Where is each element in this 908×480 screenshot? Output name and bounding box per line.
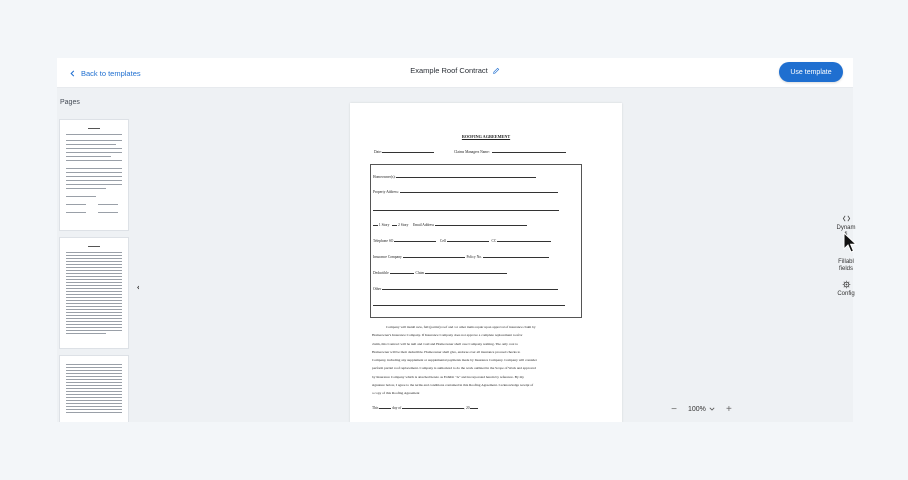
cc-label: CC	[491, 239, 497, 243]
claim-field[interactable]	[425, 270, 507, 274]
other-row	[373, 286, 558, 291]
document-canvas	[139, 88, 845, 422]
use-template-button[interactable]: Use template	[779, 62, 843, 82]
month-field[interactable]	[402, 405, 464, 409]
pencil-icon[interactable]	[492, 67, 500, 75]
page-thumbnail-1[interactable]	[60, 120, 128, 230]
paragraph-line: Homeowner will be their deductible. Homeowner shall give, endorse over all insurance proceed checks to	[372, 349, 521, 354]
policy-label: Policy No.	[466, 255, 482, 259]
other-line-2[interactable]	[373, 305, 565, 306]
agreement-paragraph	[372, 323, 598, 398]
chevron-down-icon	[709, 407, 715, 411]
this-label: This	[372, 406, 379, 410]
document-page	[350, 103, 622, 422]
zoom-controls	[668, 399, 792, 419]
day-field[interactable]	[379, 405, 391, 409]
story1-check[interactable]	[373, 222, 378, 226]
dynamic-label-1: Dynam	[836, 225, 856, 231]
property-address-row	[373, 189, 558, 194]
pages-panel	[57, 88, 139, 422]
claims-manager-field[interactable]	[492, 149, 566, 153]
zoom-level-value: 100%	[688, 405, 706, 413]
cc-field[interactable]	[497, 238, 551, 242]
other-label: Other	[373, 287, 382, 291]
homeowner-row	[373, 174, 536, 179]
other-field[interactable]	[382, 286, 558, 290]
paragraph-line: perform partial roof replacement. Company is authorized to do the work outlined in the Scope of Work and approved	[372, 366, 536, 371]
date-row	[374, 149, 434, 154]
code-brackets-icon	[842, 214, 851, 223]
paragraph-line: a copy of this Roofing Agreement	[372, 391, 420, 396]
page-thumbnail-3[interactable]	[60, 356, 128, 422]
config-label: Config	[837, 291, 855, 297]
paragraph-line: signature below, I agree to the terms and conditions contained in this Roofing Agreement. I acknowledge receipt of	[372, 383, 534, 388]
date-signed-row: This day of , 20	[372, 405, 478, 410]
cell-field[interactable]	[447, 238, 489, 242]
property-address-field[interactable]	[400, 189, 558, 193]
deductible-label: Deductible	[373, 271, 389, 275]
fillable-fields-tool[interactable]	[826, 259, 866, 273]
address-line-2[interactable]	[373, 210, 559, 211]
date-field[interactable]	[382, 149, 434, 153]
template-title-text: Example Roof Contract	[410, 66, 488, 75]
paragraph-line: Company, including any supplement or supplemental payments made by Insurance Company. Company will consider	[372, 358, 537, 363]
gear-icon	[842, 280, 851, 289]
template-title	[57, 66, 853, 75]
zoom-out-button[interactable]: −	[671, 403, 677, 415]
email-field[interactable]	[435, 222, 527, 226]
document-title: ROOFING AGREEMENT	[461, 134, 511, 139]
zoom-level-dropdown[interactable]	[688, 406, 715, 413]
insurance-field[interactable]	[403, 254, 465, 258]
paragraph-line: Homeowner's Insurance Company. If Insurance Company does not approve a complete replacement roof/or	[372, 333, 523, 338]
config-tool[interactable]	[826, 280, 866, 298]
day-of-label: day of	[392, 406, 402, 410]
deductible-field[interactable]	[390, 270, 414, 274]
telephone-label: Telephone SO	[373, 239, 394, 243]
story-row	[373, 222, 527, 227]
claims-manager-row	[454, 149, 566, 154]
homeowner-field[interactable]	[396, 174, 536, 178]
template-editor-window	[57, 58, 853, 422]
paragraph-line: claim, this Contract will be null and void and Homeowner shall owe Company nothing. The only cost to	[372, 341, 519, 346]
deductible-row	[373, 270, 507, 275]
top-bar	[57, 58, 853, 88]
insurance-row	[373, 254, 549, 259]
year-prefix: 20	[466, 406, 470, 410]
pages-label: Pages	[60, 99, 80, 106]
zoom-in-button[interactable]: +	[725, 403, 732, 415]
right-tool-rail	[826, 208, 866, 308]
telephone-row	[373, 238, 551, 243]
story1-label: 1 Story	[378, 223, 390, 227]
email-label: Email Address	[412, 223, 435, 227]
claim-label: Claim	[415, 271, 425, 275]
telephone-field[interactable]	[394, 238, 436, 242]
story2-label: 2 Story	[398, 223, 409, 227]
mouse-pointer-icon	[843, 232, 857, 254]
customer-info-box	[370, 164, 582, 318]
policy-field[interactable]	[483, 254, 549, 258]
year-field[interactable]	[470, 405, 478, 409]
homeowner-label: Homeowner(s):	[373, 175, 396, 179]
date-label: Date:	[374, 150, 382, 154]
back-link-label: Back to templates	[81, 68, 141, 78]
cell-label: Cell	[439, 239, 446, 243]
paragraph-line: by Insurance Company which is attached hereto as Exhibit "A" and incorporated herein by reference. By my	[372, 374, 525, 379]
fillable-label-1: Fillabl	[838, 259, 854, 265]
story2-check[interactable]	[392, 222, 397, 226]
page-thumbnail-2[interactable]	[60, 238, 128, 348]
fillable-label-2: fields	[838, 266, 853, 272]
paragraph-line: Company will install new, full (partial) roof and /or other items repair upon approval of insurance claim by	[386, 325, 536, 329]
claims-manager-label: Claims Managers Name:	[454, 150, 490, 154]
property-address-label: Property Address:	[373, 190, 399, 194]
insurance-label: Insurance Company	[373, 255, 402, 259]
